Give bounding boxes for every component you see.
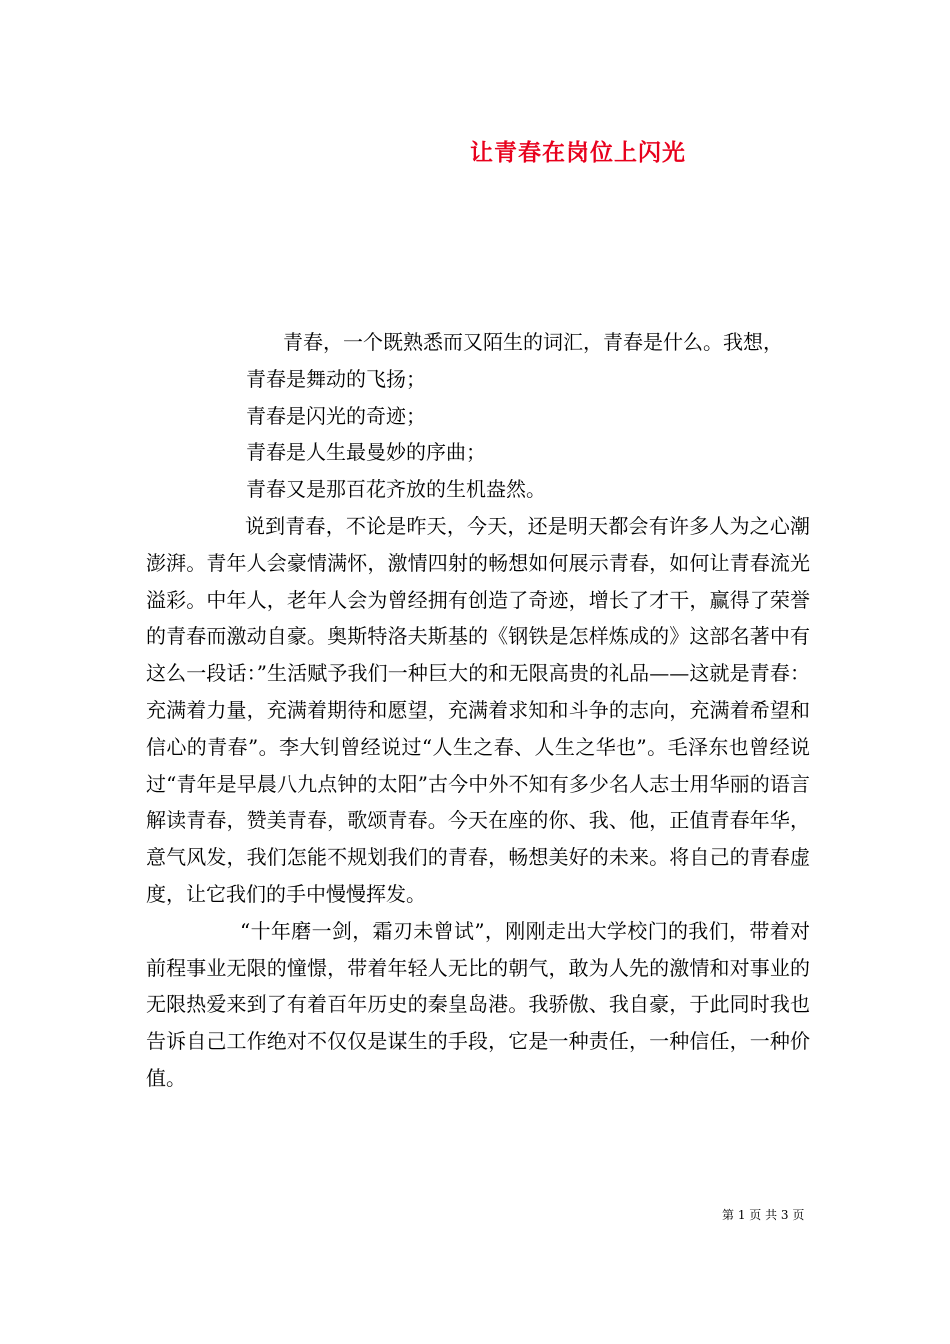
paragraph-line-3: 青春是人生最曼妙的序曲； (246, 440, 486, 465)
document-body (146, 324, 810, 1097)
paragraph-youth: 说到青春，不论是昨天，今天，还是明天都会有许多人为之心潮澎湃。青年人会豪情满怀，激情四射的畅想如何展示青春，如何让青春流光溢彩。中年人，老年人会为曾经拥有创造了奇迹，增长了才干，赢得了荣誉的青春而激动自豪。奥斯特洛夫斯基的《钢铁是怎样炼成的》这部名著中有这么一段话：”生活赋予我们一种巨大的和无限高贵的礼品——这就是青春：充满着力量，充满着期待和愿望，充满着求知和斗争的志向，充满着希望和信心的青春”。李大钊曾经说过“人生之春、人生之华也”。毛泽东也曾经说过“青年是早晨八九点钟的太阳”古今中外不知有多少名人志士用华丽的语言解读青春，赞美青春，歌颂青春。今天在座的你、我、他，正值青春年华，意气风发，我们怎能不规划我们的青春，畅想美好的未来。将自己的青春虚度，让它我们的手中慢慢挥发。 (146, 513, 810, 906)
paragraph-line-4: 青春又是那百花齐放的生机盎然。 (246, 477, 546, 502)
paragraph-line-1: 青春是舞动的飞扬； (246, 366, 426, 391)
page-number: 第 1 页 共 3 页 (722, 1208, 805, 1222)
document-title: 让青春在岗位上闪光 (470, 139, 686, 166)
paragraph-intro: 青春，一个既熟悉而又陌生的词汇，青春是什么。我想， (283, 330, 783, 354)
paragraph-ten-years: “十年磨一剑，霜刃未曾试”，刚刚走出大学校门的我们，带着对前程事业无限的憧憬，带着年轻人无比的朝气，敢为人先的激情和对事业的无限热爱来到了有着百年历史的秦皇岛港。我骄傲、我自豪，于此同时我也告诉自己工作绝对不仅仅是谋生的手段，它是一种责任，一种信任，一种价值。 (146, 918, 810, 1090)
paragraph-line-2: 青春是闪光的奇迹； (246, 403, 426, 428)
